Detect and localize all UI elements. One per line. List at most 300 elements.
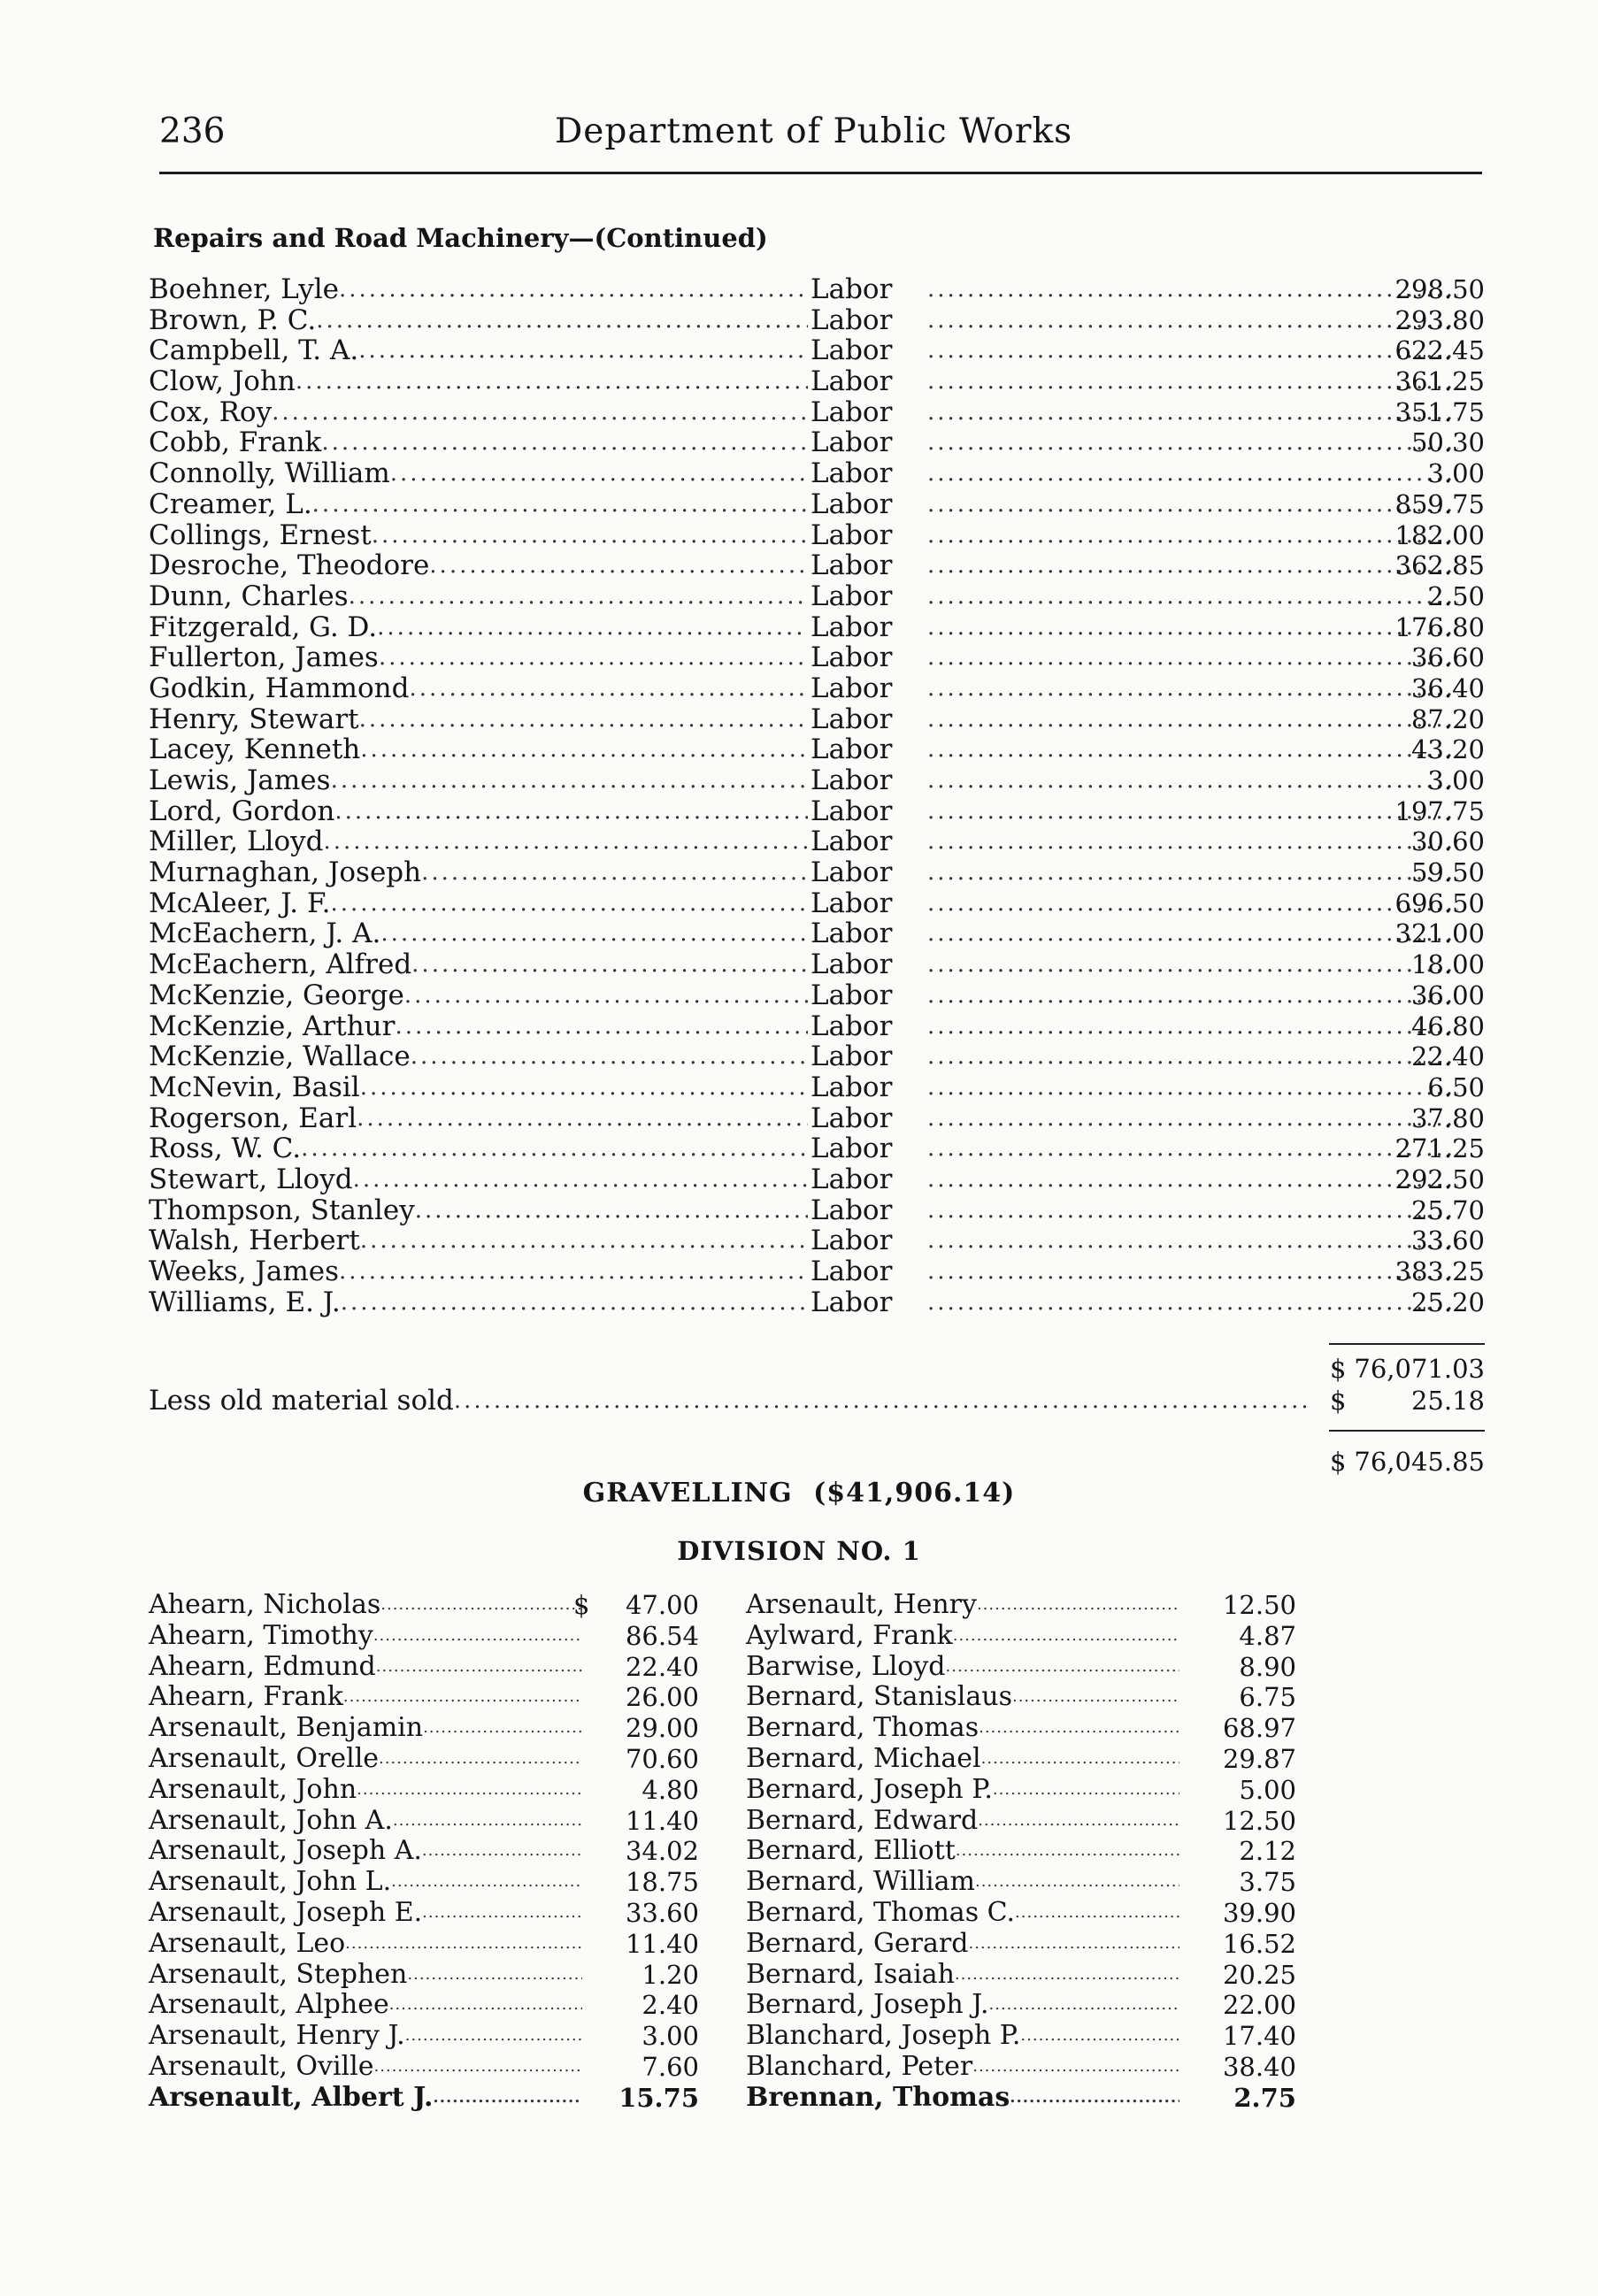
entry-amount: 70.60 [625,1743,699,1774]
entry-name: Aylward, Frank [746,1619,953,1651]
entry-name: Arsenault, Albert J. [149,2081,434,2113]
leader-dots [330,888,808,919]
leader-dots [372,520,808,551]
entry-name: Ahearn, Edmund [149,1650,376,1682]
row-name-wrap [149,1072,808,1103]
table-row [149,888,1485,919]
division-title: DIVISION NO. 1 [677,1536,921,1566]
row-type: Labor [811,1225,893,1257]
entry-name: Arsenault, Leo [149,1927,346,1959]
entry-name-wrap [746,1744,1179,1775]
row-amount: 182.00 [1394,519,1485,550]
leader-dots [341,1287,808,1318]
row-amount: 33.60 [1410,1225,1485,1256]
subtotal-amount: 76,071.03 [1354,1354,1485,1384]
row-name: Lord, Gordon [149,795,335,827]
table-row [149,397,1485,428]
table-row [149,980,1485,1011]
entry-amount: 8.90 [1239,1651,1296,1682]
entry-name: Arsenault, Stephen [149,1958,408,1990]
row-amount: 696.50 [1394,887,1485,918]
leader-dots [379,642,808,673]
entry-name-wrap [746,2052,1179,2083]
row-type: Labor [811,273,893,305]
table-row [149,642,1485,673]
leader-dots [395,1011,808,1042]
leader-dots-wrap [927,1041,1458,1072]
row-type: Labor [811,457,893,490]
row-amount: 59.50 [1410,857,1485,888]
table-row [149,1287,1485,1318]
row-name: Ross, W. C. [149,1133,302,1165]
leader-dots-wrap [927,305,1458,336]
row-name: McEachern, Alfred [149,948,412,981]
row-name-wrap [149,918,808,949]
list-item [746,2052,1296,2083]
leader-dots [927,857,1458,888]
row-amount: 36.00 [1410,979,1485,1010]
entry-name-wrap [149,1806,582,1837]
entry-name-wrap [149,1990,582,2021]
leader-dots [989,1990,1180,2021]
entry-name-wrap [746,2021,1179,2052]
row-amount: 3.00 [1427,765,1485,795]
leader-dots [377,612,808,643]
row-amount: 176.80 [1394,611,1485,642]
list-item [149,1806,699,1837]
row-name-wrap [149,1195,808,1226]
entry-amount: 18.75 [625,1867,699,1898]
row-name-wrap [149,734,808,765]
leader-dots-wrap [927,949,1458,980]
list-item [149,2021,699,2052]
row-name: Lacey, Kenneth [149,733,361,766]
header-divider [159,172,1482,174]
row-name: Collings, Ernest [149,518,372,551]
leader-dots [404,980,808,1011]
leader-dots-wrap [927,1287,1458,1318]
entry-amount: 6.75 [1239,1682,1296,1713]
row-amount: 25.70 [1410,1194,1485,1225]
row-name-wrap [149,335,808,366]
list-item [746,1898,1296,1929]
row-type: Labor [811,1071,893,1103]
row-type: Labor [811,703,893,735]
row-name-wrap [149,489,808,520]
less-currency: $ [1330,1386,1347,1416]
leader-dots [927,427,1458,458]
entry-name: Bernard, Elliott [746,1835,956,1867]
list-item [746,1621,1296,1652]
table-row [149,427,1485,458]
leader-dots [323,826,808,857]
row-amount: 50.30 [1410,427,1485,458]
entry-amount: 2.12 [1239,1836,1296,1867]
leader-dots [379,1744,582,1775]
entry-amount: 38.40 [1222,2051,1296,2082]
gravelling-right-column [746,1590,1296,2114]
leader-dots [978,1806,1179,1837]
list-item [149,1744,699,1775]
leader-dots [975,1867,1179,1898]
table-row [149,1225,1485,1256]
leader-dots-wrap [927,612,1458,643]
leader-dots-wrap [927,1195,1458,1226]
entry-amount: 7.60 [642,2051,699,2082]
row-name-wrap [149,612,808,643]
row-name: Cox, Roy [149,395,273,428]
leader-dots-wrap [927,642,1458,673]
table-row [149,1133,1485,1164]
table-row [149,1103,1485,1134]
entry-name-wrap [149,2083,582,2114]
gravelling-title [0,1478,1598,1509]
row-amount: 298.50 [1394,274,1485,304]
row-name-wrap [149,888,808,919]
entry-name: Bernard, Michael [746,1742,981,1774]
row-name-wrap [149,1225,808,1256]
row-name-wrap [149,1133,808,1164]
row-amount: 622.45 [1394,335,1485,366]
entry-name: Blanchard, Joseph P. [746,2020,1021,2052]
leader-dots [927,765,1458,796]
row-type: Labor [811,1102,893,1134]
leader-dots [429,550,808,581]
leader-dots [927,581,1458,612]
leader-dots [1012,1682,1179,1713]
row-type: Labor [811,1163,893,1195]
row-name: Rogerson, Earl [149,1102,357,1134]
table-row [149,918,1485,949]
entry-name-wrap [746,1713,1179,1744]
entry-name-wrap [746,1960,1179,1991]
leader-dots [433,2083,582,2114]
leader-dots [927,335,1458,366]
entry-name-wrap [149,1836,582,1867]
entry-name: Bernard, Stanislaus [746,1681,1012,1713]
list-item [149,1929,699,1960]
leader-dots-wrap [927,366,1458,397]
subtotal-currency: $ [1330,1354,1347,1384]
leader-dots [272,397,808,428]
leader-dots [423,1713,582,1744]
leader-dots [1020,2021,1179,2052]
row-type: Labor [811,580,893,612]
table-row [149,796,1485,827]
row-name: McKenzie, Wallace [149,1040,411,1073]
list-item [746,1713,1296,1744]
leader-dots [343,1682,582,1713]
leader-dots [927,1133,1458,1164]
entry-amount: 11.40 [625,1805,699,1836]
entry-amount: 1.20 [642,1959,699,1990]
leader-dots-wrap [927,673,1458,704]
row-name: Walsh, Herbert [149,1225,360,1257]
table-row [149,734,1485,765]
entry-name-wrap [149,1960,582,1991]
row-name: McKenzie, Arthur [149,1010,396,1042]
leader-dots [421,857,808,888]
row-type: Labor [811,395,893,428]
leader-dots [927,826,1458,857]
entry-name: Arsenault, Orelle [149,1742,380,1774]
entry-amount: 26.00 [625,1682,699,1713]
list-item [149,1898,699,1929]
row-amount: 361.25 [1394,366,1485,397]
list-item [746,1929,1296,1960]
leader-dots [353,1164,808,1195]
leader-dots [972,2052,1179,2083]
table-row [149,826,1485,857]
entry-amount: 4.87 [1239,1620,1296,1651]
row-name-wrap [149,581,808,612]
leader-dots [411,1041,808,1072]
entry-amount: 17.40 [1222,2021,1296,2052]
leader-dots [1015,1898,1179,1929]
row-name-wrap [149,366,808,397]
leader-dots-wrap [927,335,1458,366]
table-row [149,704,1485,735]
leader-dots [927,704,1458,735]
row-name-wrap [149,550,808,581]
labor-list [149,274,1485,1317]
leader-dots [349,581,808,612]
entry-name: Ahearn, Nicholas [149,1589,381,1620]
less-row [149,1385,1485,1417]
table-row [149,765,1485,796]
leader-dots [373,1621,582,1652]
row-name: Cobb, Frank [149,426,322,459]
row-name: Miller, Lloyd [149,825,324,858]
leader-dots [409,673,808,704]
row-name: Fitzgerald, G. D. [149,610,378,643]
leader-dots [927,1011,1458,1042]
leader-dots [993,1775,1179,1806]
row-type: Labor [811,795,893,827]
row-amount: 6.50 [1427,1071,1485,1102]
row-amount: 292.50 [1394,1163,1485,1194]
list-item [746,1836,1296,1867]
leader-dots [927,397,1458,428]
row-type: Labor [811,733,893,766]
entry-amount: 15.75 [618,2082,699,2113]
list-item [746,1806,1296,1837]
row-name: McNevin, Basil [149,1071,360,1103]
row-amount: 36.60 [1410,642,1485,673]
leader-dots [927,274,1458,305]
leader-dots [927,489,1458,520]
table-row [149,274,1485,305]
entry-name-wrap [149,2052,582,2083]
entry-amount: 2.40 [642,1990,699,2021]
leader-dots-wrap [927,918,1458,949]
table-row [149,520,1485,551]
entry-name-wrap [149,1621,582,1652]
entry-name: Arsenault, John A. [149,1804,393,1836]
row-amount: 383.25 [1394,1256,1485,1286]
entry-amount: 2.75 [1233,2082,1296,2113]
row-name: Boehner, Lyle [149,273,340,305]
row-type: Labor [811,1194,893,1226]
leader-dots [360,1225,808,1256]
row-name: Connolly, William [149,457,390,490]
entry-amount: 22.00 [1222,1990,1296,2021]
list-item [149,1652,699,1683]
row-type: Labor [811,918,893,950]
total-currency: $ [1330,1447,1347,1477]
leader-dots [321,427,808,458]
entry-amount: 47.00 [625,1590,699,1620]
list-item [746,1990,1296,2021]
leader-dots [389,1990,582,2021]
entry-name-wrap [149,1682,582,1713]
list-item [746,2021,1296,2052]
entry-name-wrap [746,1652,1179,1683]
row-name-wrap [149,1041,808,1072]
list-item [746,2083,1296,2114]
leader-dots-wrap [927,857,1458,888]
leader-dots [927,1225,1458,1256]
row-type: Labor [811,303,893,336]
entry-amount: 33.60 [625,1897,699,1928]
row-type: Labor [811,979,893,1011]
row-name: Weeks, James [149,1256,339,1287]
row-amount: 18.00 [1410,949,1485,980]
entry-name-wrap [149,1867,582,1898]
less-label-wrap [149,1385,1308,1417]
table-row [149,1164,1485,1195]
list-item [149,1621,699,1652]
leader-dots [345,1929,582,1960]
less-amount: 25.18 [1410,1386,1485,1416]
row-name: Clow, John [149,365,296,398]
entry-amount: 12.50 [1222,1805,1296,1836]
row-amount: 87.20 [1410,703,1485,734]
row-name: Brown, P. C. [149,303,317,336]
entry-amount: 12.50 [1222,1590,1296,1620]
leader-dots [296,366,808,397]
row-amount: 271.25 [1394,1133,1485,1164]
entry-name-wrap [149,1775,582,1806]
list-item [149,1990,699,2021]
entry-name: Arsenault, John [149,1773,357,1805]
entry-name-wrap [746,1682,1179,1713]
leader-dots [316,305,808,336]
entry-name-wrap [746,1867,1179,1898]
entry-amount: 34.02 [625,1836,699,1867]
gravelling-amount: ($41,906.14) [813,1478,1016,1509]
row-type: Labor [811,610,893,643]
leader-dots [380,1590,582,1621]
entry-amount: 29.87 [1222,1743,1296,1774]
row-type: Labor [811,549,893,582]
entry-name: Arsenault, Alphee [149,1989,389,2021]
leader-dots [357,1775,582,1806]
entry-name-wrap [746,1836,1179,1867]
leader-dots [407,1960,582,1991]
entry-name-wrap [149,1898,582,1929]
entry-amount: 68.97 [1222,1713,1296,1744]
leader-dots [981,1744,1179,1775]
row-name: Campbell, T. A. [149,334,359,367]
leader-dots [393,1806,582,1837]
leader-dots-wrap [927,550,1458,581]
entry-name-wrap [149,1713,582,1744]
entry-name: Bernard, Edward [746,1804,979,1836]
leader-dots [927,918,1458,949]
leader-dots [374,2052,583,2083]
row-name: Henry, Stewart [149,703,359,735]
leader-dots-wrap [927,1011,1458,1042]
entry-name: Bernard, Joseph J. [746,1989,989,2021]
row-name-wrap [149,1011,808,1042]
table-row [149,1256,1485,1287]
row-name-wrap [149,397,808,428]
leader-dots [956,1836,1179,1867]
leader-dots [927,1103,1458,1134]
row-type: Labor [811,948,893,981]
leader-dots [1010,2083,1179,2114]
leader-dots [968,1929,1179,1960]
subtotal-row [149,1353,1485,1385]
row-amount: 2.50 [1427,580,1485,611]
list-item [149,1682,699,1713]
row-amount: 37.80 [1410,1102,1485,1133]
entry-amount: 39.90 [1222,1897,1296,1928]
leader-dots-wrap [927,397,1458,428]
row-name-wrap [149,642,808,673]
leader-dots-wrap [927,796,1458,827]
table-row [149,366,1485,397]
entry-name-wrap [746,2083,1179,2114]
row-name: Creamer, L. [149,488,312,520]
leader-dots [405,2021,582,2052]
leader-dots [301,1133,808,1164]
row-amount: 321.00 [1394,918,1485,949]
entry-name: Barwise, Lloyd [746,1650,946,1682]
leader-dots [331,765,808,796]
row-name-wrap [149,704,808,735]
entry-name: Arsenault, Benjamin [149,1712,424,1744]
less-label: Less old material sold [149,1385,454,1417]
row-name-wrap [149,949,808,980]
row-type: Labor [811,641,893,674]
row-name-wrap [149,1164,808,1195]
list-item [149,1775,699,1806]
list-item [149,2083,699,2114]
leader-dots-wrap [927,826,1458,857]
leader-dots-wrap [927,427,1458,458]
row-name-wrap [149,1287,808,1318]
entry-amount: 3.00 [642,2021,699,2052]
row-type: Labor [811,488,893,520]
leader-dots [946,1652,1180,1683]
subtotal-rule [1329,1343,1485,1345]
leader-dots [360,734,808,765]
leader-dots-wrap [927,704,1458,735]
list-item [746,1867,1296,1898]
leader-dots [927,1164,1458,1195]
leader-dots [927,1072,1458,1103]
leader-dots [422,1898,582,1929]
leader-dots [927,734,1458,765]
entry-name: Bernard, Thomas C. [746,1896,1016,1928]
leader-dots [359,704,808,735]
leader-dots [977,1590,1179,1621]
leader-dots [955,1960,1179,1991]
leader-dots [927,550,1458,581]
leader-dots-wrap [927,1133,1458,1164]
